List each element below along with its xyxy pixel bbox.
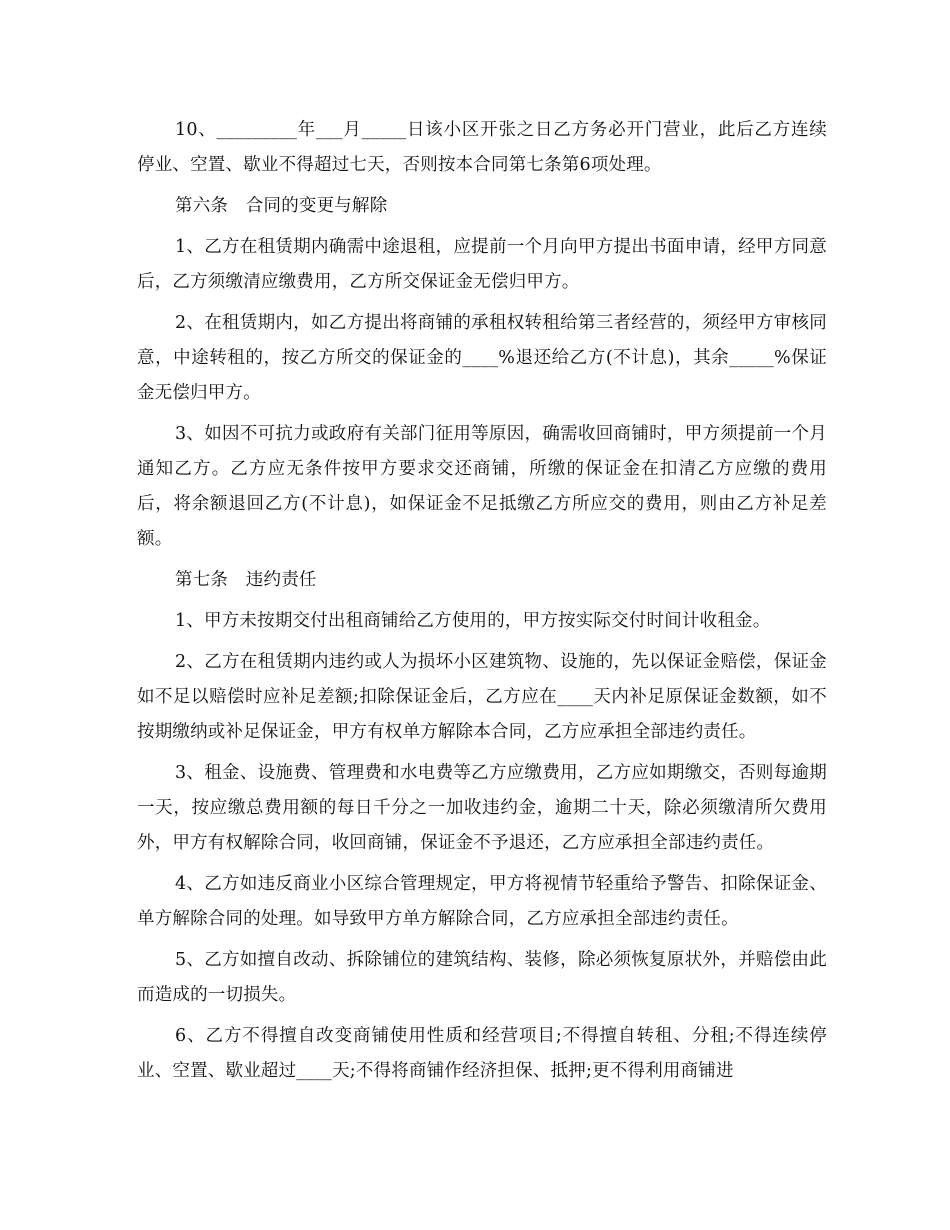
- article-6-item-3: 3、如因不可抗力或政府有关部门征用等原因，确需收回商铺时，甲方须提前一个月通知乙方。乙方应无条件按甲方要求交还商铺，所缴的保证金在扣清乙方应缴的费用后，将余额退回乙方(不计息)，如保证金不足抵缴乙方所应交的费用，则由乙方补足差额。: [137, 424, 827, 549]
- article-7-item-4: 4、乙方如违反商业小区综合管理规定，甲方将视情节轻重给予警告、扣除保证金、单方解除合同的处理。如导致甲方单方解除合同，乙方应承担全部违约责任。: [137, 874, 827, 929]
- article-6-item-1: 1、乙方在租赁期内确需中途退租，应提前一个月向甲方提出书面申请，经甲方同意后，乙方须缴清应缴费用，乙方所交保证金无偿归甲方。: [137, 237, 827, 292]
- article-6-item-2: 2、在租赁期内，如乙方提出将商铺的承租权转租给第三者经营的，须经甲方审核同意，中途转租的，按乙方所交的保证金的____%退还给乙方(不计息)，其余_____%保证金无偿归甲方。: [137, 313, 827, 403]
- article-7-item-5: 5、乙方如擅自改动、拆除铺位的建筑结构、装修，除必须恢复原状外，并赔偿由此而造成的一切损失。: [137, 950, 827, 1005]
- article-7-item-1: 1、甲方未按期交付出租商铺给乙方使用的，甲方按实际交付时间计收租金。: [175, 611, 771, 631]
- article-7-item-6: 6、乙方不得擅自改变商铺使用性质和经营项目;不得擅自转租、分租;不得连续停业、空置、歇业超过____天;不得将商铺作经济担保、抵押;更不得利用商铺进: [137, 1026, 827, 1081]
- article-6-heading: 第六条 合同的变更与解除: [175, 196, 388, 216]
- clause-10-opening-date: 10、_________年___月_____日该小区开张之日乙方务必开门营业，此后乙方连续停业、空置、歇业不得超过七天，否则按本合同第七条第6项处理。: [137, 120, 827, 175]
- document-page: [137, 113, 827, 1095]
- article-7-item-2: 2、乙方在租赁期内违约或人为损坏小区建筑物、设施的，先以保证金赔偿，保证金如不足以赔偿时应补足差额;扣除保证金后，乙方应在____天内补足原保证金数额，如不按期缴纳或补足保证金，甲方有权单方解除本合同，乙方应承担全部违约责任。: [137, 652, 827, 742]
- article-7-heading: 第七条 违约责任: [175, 570, 317, 590]
- article-7-item-3: 3、租金、设施费、管理费和水电费等乙方应缴费用，乙方应如期缴交，否则每逾期一天，按应缴总费用额的每日千分之一加收违约金，逾期二十天，除必须缴清所欠费用外，甲方有权解除合同，收回商铺，保证金不予退还，乙方应承担全部违约责任。: [137, 763, 827, 853]
